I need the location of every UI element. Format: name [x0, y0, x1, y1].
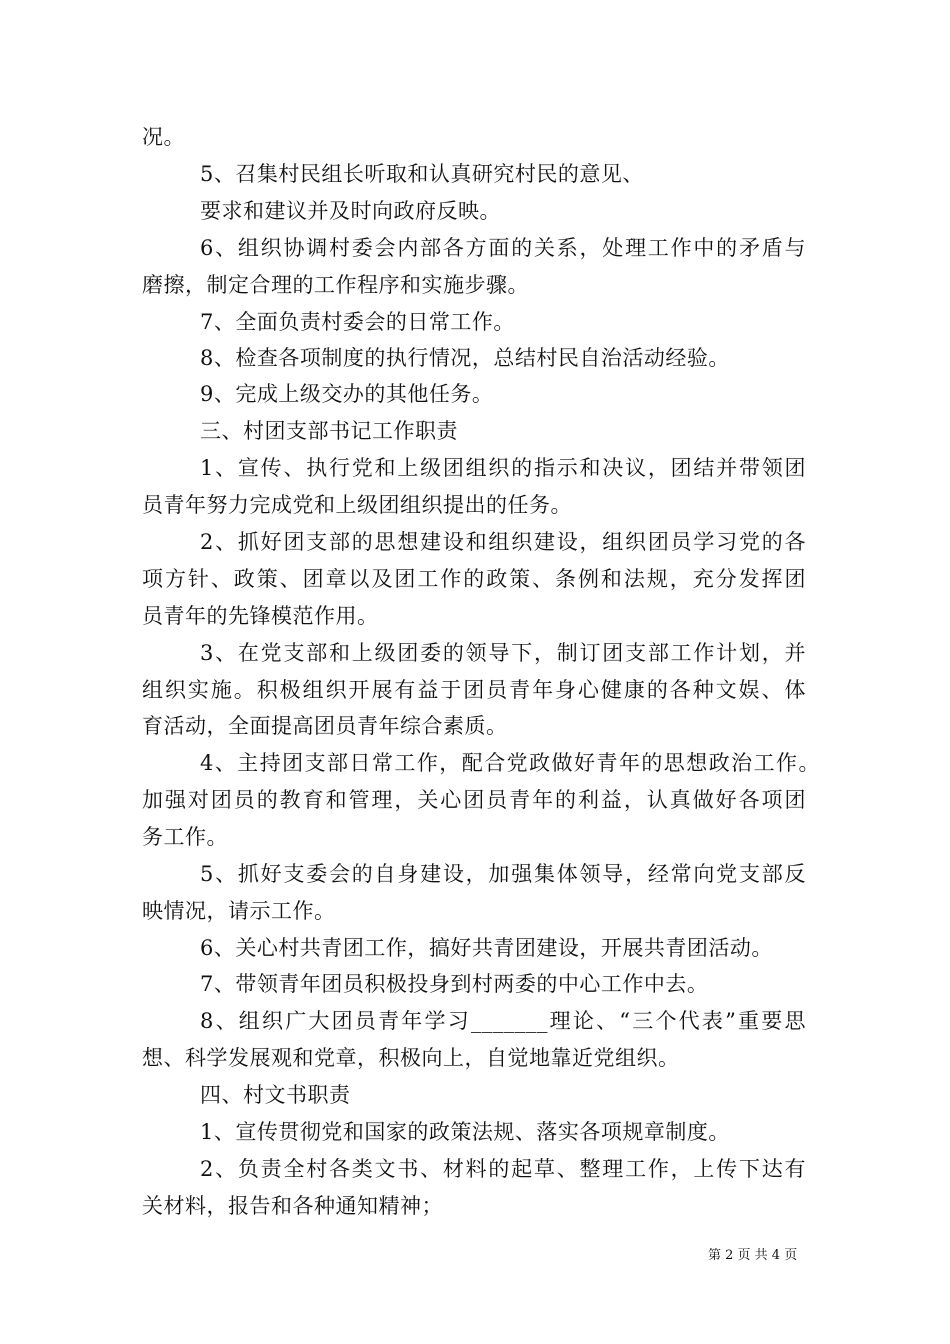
section-heading: 三、村团支部书记工作职责	[200, 419, 458, 443]
text-line: 员青年努力完成党和上级团组织提出的任务。	[142, 493, 572, 517]
text-line: 4、主持团支部日常工作，配合党政做好青年的思想政治工作。	[200, 751, 820, 775]
text-line: 3、在党支部和上级团委的领导下，制订团支部工作计划，并	[200, 641, 806, 665]
text-line: 5、抓好支委会的自身建设，加强集体领导，经常向党支部反	[200, 862, 806, 886]
text-line: 育活动，全面提高团员青年综合素质。	[142, 714, 508, 738]
text-line: 映情况，请示工作。	[142, 899, 336, 923]
text-line: 员青年的先锋模范作用。	[142, 604, 379, 628]
text-line: 6、组织协调村委会内部各方面的关系，处理工作中的矛盾与	[200, 236, 806, 260]
text-line: 1、宣传、执行党和上级团组织的指示和决议，团结并带领团	[200, 456, 806, 480]
text-line: 7、带领青年团员积极投身到村两委的中心工作中去。	[200, 972, 709, 996]
text-line: 务工作。	[142, 825, 228, 849]
text-line: 加强对团员的教育和管理，关心团员青年的利益，认真做好各项团	[142, 788, 806, 812]
text-line: 况。	[142, 125, 185, 149]
text-line: 2、负责全村各类文书、材料的起草、整理工作，上传下达有	[200, 1157, 806, 1181]
text-line: 6、关心村共青团工作，搞好共青团建设，开展共青团活动。	[200, 936, 773, 960]
text-line: 要求和建议并及时向政府反映。	[200, 199, 501, 223]
text-line: 8、检查各项制度的执行情况，总结村民自治活动经验。	[200, 346, 730, 370]
text-line: 项方针、政策、团章以及团工作的政策、条例和法规，充分发挥团	[142, 567, 806, 591]
text-line: 想、科学发展观和党章，积极向上，自觉地靠近党组织。	[142, 1046, 680, 1070]
text-line: 5、召集村民组长听取和认真研究村民的意见、	[200, 162, 644, 186]
text-line: 9、完成上级交办的其他任务。	[200, 382, 494, 406]
text-line: 2、抓好团支部的思想建设和组织建设，组织团员学习党的各	[200, 530, 806, 554]
text-line: 8、组织广大团员青年学习_______理论、“三个代表”重要思	[200, 1009, 806, 1033]
text-line: 7、全面负责村委会的日常工作。	[200, 310, 515, 334]
text-line: 磨擦，制定合理的工作程序和实施步骤。	[142, 273, 529, 297]
section-heading: 四、村文书职责	[200, 1083, 351, 1107]
text-line: 关材料，报告和各种通知精神；	[142, 1194, 443, 1218]
text-line: 1、宣传贯彻党和国家的政策法规、落实各项规章制度。	[200, 1120, 730, 1144]
page-number: 第 2 页 共 4 页	[708, 1248, 798, 1263]
text-line: 组织实施。积极组织开展有益于团员青年身心健康的各种文娱、体	[142, 678, 806, 702]
